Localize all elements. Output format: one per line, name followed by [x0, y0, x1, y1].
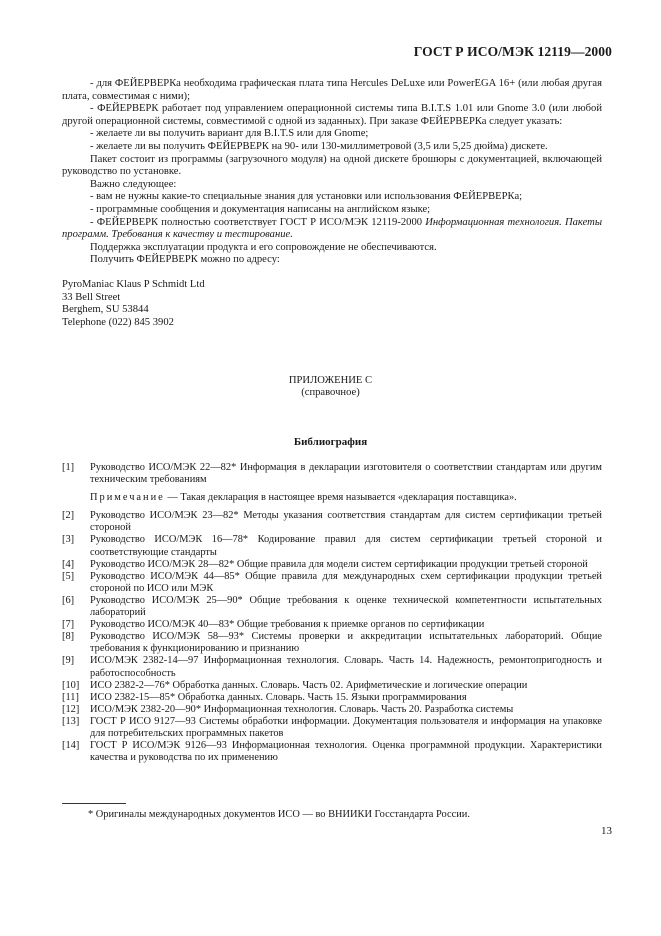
reference-text: ИСО/МЭК 2382-20—90* Информационная технология. Словарь. Часть 20. Разработка системы [90, 703, 514, 715]
reference-text: Руководство ИСО/МЭК 28—82* Общие правила для модели систем сертификации продукции третьей стороной [90, 558, 588, 570]
reference-number: [5] [62, 570, 75, 582]
reference-number: [7] [62, 619, 75, 631]
reference-text: Руководство ИСО/МЭК 23—82* Методы указания соответствия стандартам для систем сертификации третьей стороной [90, 510, 602, 534]
reference-item [62, 619, 602, 631]
reference-number: [13] [62, 715, 80, 727]
address-line: PyroManiac Klaus P Schmidt Ltd [62, 279, 205, 290]
reference-number: [14] [62, 740, 80, 752]
reference-item [62, 655, 602, 679]
reference-item [62, 631, 602, 655]
reference-item [62, 462, 602, 486]
reference-text: Руководство ИСО/МЭК 22—82* Информация в декларации изготовителя о соответствии стандартам или другим техническим требованиям [90, 462, 602, 486]
reference-item [62, 534, 602, 558]
reference-text: Руководство ИСО/МЭК 40—83* Общие требования к приемке органов по сертификации [90, 619, 485, 631]
reference-text: ИСО 2382-15—85* Обработка данных. Словарь. Часть 15. Языки программирования [90, 691, 467, 703]
reference-text: Руководство ИСО/МЭК 25—90* Общие требования к оценке технической компетентности испытательных лабораторий [90, 594, 602, 619]
reference-number: [12] [62, 703, 80, 715]
reference-text: Руководство ИСО/МЭК 58—93* Системы проверки и аккредитации испытательных лабораторий. Общие требования к функционированию и признанию [90, 631, 602, 655]
intro-paragraph: Важно следующее: [90, 178, 177, 190]
intro-block [62, 78, 602, 267]
bibliography-list [62, 462, 602, 764]
reference-item [62, 559, 602, 571]
reference-text: Руководство ИСО/МЭК 16—78* Кодирование правил для систем сертификации третьей стороной и соответствующие стандарты [90, 534, 602, 558]
reference-number: [1] [62, 462, 75, 473]
compliance-title: Информационная технология. Пакеты программ. Требования к качеству и тестирование. [62, 216, 603, 241]
reference-item [62, 680, 602, 692]
reference-item [62, 571, 602, 595]
reference-number: [6] [62, 594, 75, 606]
note-text: — Такая декларация в настоящее время называется «декларация поставщика». [164, 492, 517, 504]
reference-group [62, 510, 602, 764]
address-block [62, 279, 205, 329]
reference-number: [11] [62, 691, 79, 703]
compliance-prefix: - ФЕЙЕРВЕРК полностью соответствует ГОСТ Р ИСО/МЭК 12119-2000 [90, 216, 426, 228]
intro-paragraph: - для ФЕЙЕРВЕРКа необходима графическая плата типа Hercules DeLuxe или PowerEGA 16+ (или любая другая плата, совместимая с ними); [62, 78, 602, 102]
appendix-title: ПРИЛОЖЕНИЕ С [288, 375, 373, 386]
reference-text: Руководство ИСО/МЭК 44—85* Общие правила для международных схем сертификации продукции третьей стороной по ИСО или МЭК [90, 570, 602, 594]
intro-paragraph: - желаете ли вы получить ФЕЙЕРВЕРК на 90- или 130-миллиметровой (3,5 или 5,25 дюйма) дискете. [90, 140, 548, 152]
footnote-divider [62, 803, 126, 804]
intro-paragraph: - программные сообщения и документация написаны на английском языке; [90, 203, 431, 215]
reference-number: [8] [62, 631, 75, 643]
intro-paragraph: Пакет состоит из программы (загрузочного модуля) на одной дискете брошюры с документацией, включающей руководство по установке. [62, 153, 602, 178]
bibliography-title: Библиография [293, 436, 368, 448]
reference-item [62, 716, 602, 740]
reference-text: ИСО/МЭК 2382-14—97 Информационная технология. Словарь. Часть 14. Надежность, ремонтопригодность и работоспособность [90, 655, 602, 679]
reference-number: [10] [62, 679, 80, 691]
reference-item [62, 704, 602, 716]
reference-number: [9] [62, 655, 75, 667]
intro-paragraph: - вам не нужны какие-то специальные знания для установки или использования ФЕЙЕРВЕРКа; [90, 191, 523, 203]
reference-text: ГОСТ Р ИСО/МЭК 9126—93 Информационная технология. Оценка программной продукции. Характеристики качества и руководства по их применению [90, 740, 602, 764]
reference-item [62, 510, 602, 534]
reference-item [62, 692, 602, 704]
reference-text: ИСО 2382-2—76* Обработка данных. Словарь. Часть 02. Арифметические и логические операции [90, 679, 528, 691]
obtain-paragraph: Получить ФЕЙЕРВЕРК можно по адресу: [90, 254, 280, 266]
reference-number: [4] [62, 558, 75, 570]
address-line: Telephone (022) 845 3902 [62, 316, 174, 328]
reference-number: [2] [62, 510, 75, 522]
page-number: 13 [601, 825, 612, 837]
reference-number: [3] [62, 534, 75, 546]
compliance-paragraph [62, 217, 602, 242]
reference-text: ГОСТ Р ИСО 9127—93 Системы обработки информации. Документация пользователя и информация на упаковке для потребительских программных пакетов [90, 715, 602, 739]
reference-item [62, 595, 602, 619]
address-line: 33 Bell Street [62, 291, 121, 303]
address-line: Berghem, SU 53844 [62, 304, 149, 316]
page-header: ГОСТ Р ИСО/МЭК 12119—2000 [413, 44, 612, 59]
reference-item [62, 740, 602, 764]
support-paragraph: Поддержка эксплуатации продукта и его сопровождение не обеспечиваются. [90, 241, 437, 253]
intro-paragraph: - желаете ли вы получить вариант для B.I.T.S или для Gnome; [90, 128, 369, 140]
intro-paragraph: - ФЕЙЕРВЕРК работает под управлением операционной системы типа B.I.T.S 1.01 или Gnome 3.0 (или любой другой операционной системы, совместимой с одной из заданных). При заказе ФЕЙЕРВЕРКа следует указать: [62, 103, 602, 127]
appendix-subtitle: (справочное) [301, 387, 360, 398]
footnote: * Оригиналы международных документов ИСО — во ВНИИКИ Госстандарта России. [88, 809, 470, 820]
note [90, 492, 602, 504]
note-label: Примечание [90, 492, 165, 504]
